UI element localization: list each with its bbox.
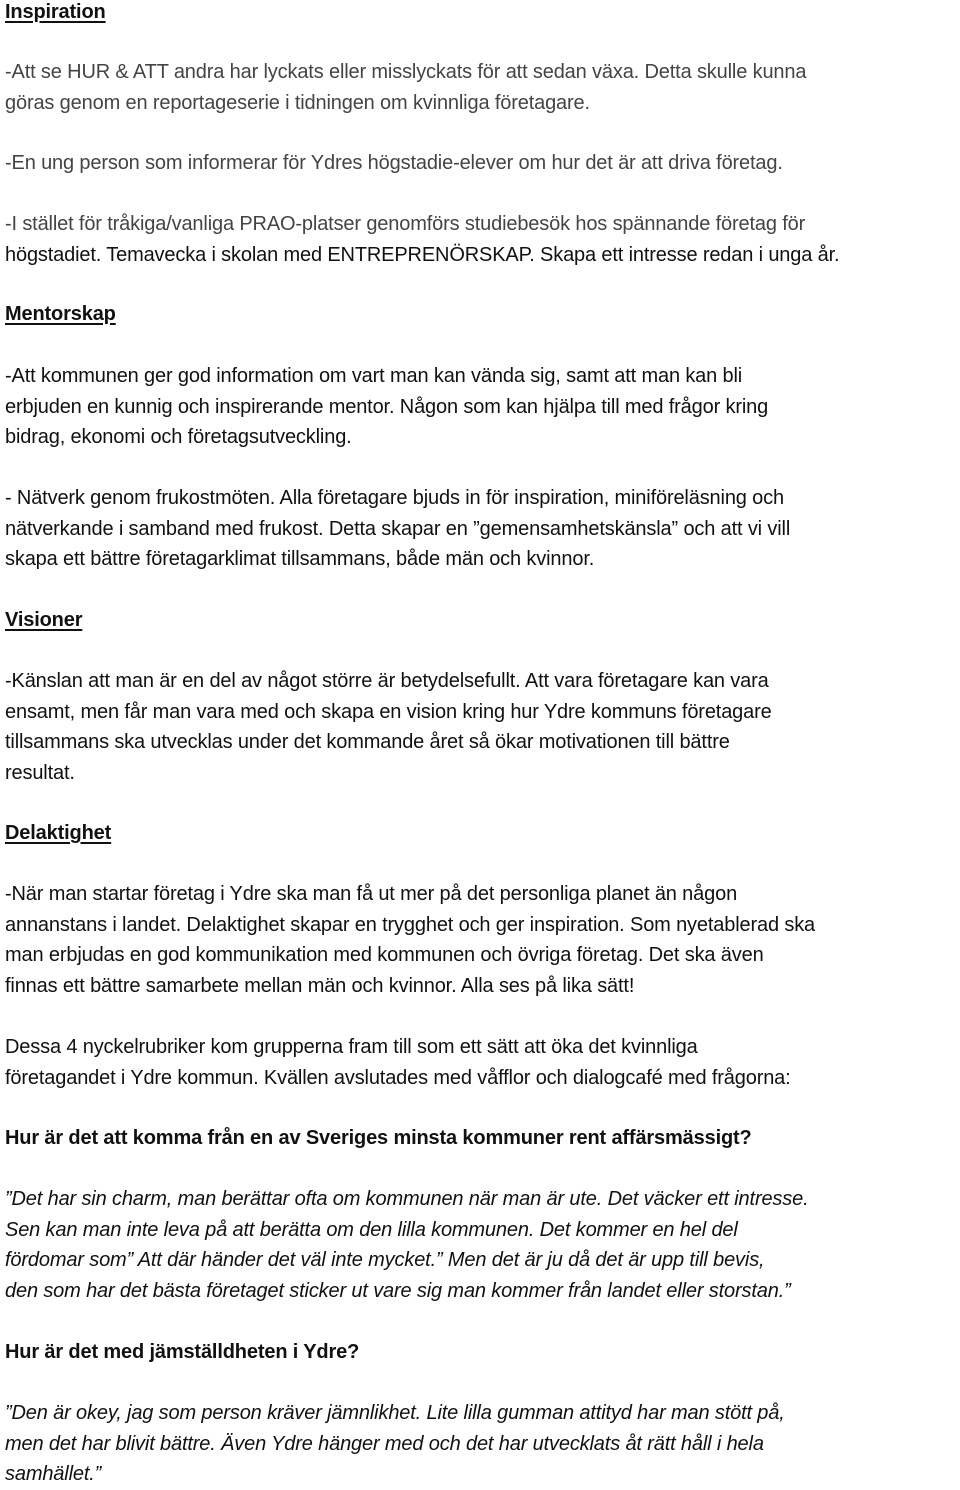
- text-line: tillsammans ska utvecklas under det kommande året så ökar motivationen till bättre: [5, 731, 730, 754]
- paragraph-delaktighet-1: [5, 879, 957, 1001]
- text-line: -Känslan att man är en del av något större är betydelsefullt. Att vara företagare kan vara: [5, 670, 769, 692]
- text-line: -Att kommunen ger god information om vart man kan vända sig, samt att man kan bli: [5, 365, 743, 387]
- heading-inspiration: Inspiration: [5, 1, 106, 23]
- paragraph-inspiration-2: [5, 148, 957, 179]
- heading-mentorskap: Mentorskap: [5, 303, 116, 325]
- text-line: nätverkande i samband med frukost. Detta skapar en ”gemensamhetskänsla” och att vi vill: [5, 517, 791, 540]
- text-line: -När man startar företag i Ydre ska man få ut mer på det personliga planet än någon: [5, 883, 738, 905]
- text-line: den som har det bästa företaget sticker ut vare sig man kommer från landet eller storstan.”: [5, 1279, 791, 1302]
- text-line: bidrag, ekonomi och företagsutveckling.: [5, 426, 352, 449]
- text-line: Dessa 4 nyckelrubriker kom grupperna fram till som ett sätt att öka det kvinnliga: [5, 1036, 698, 1058]
- text-line: skapa ett bättre företagarklimat tillsammans, både män och kvinnor.: [5, 548, 595, 571]
- text-line: ”Det har sin charm, man berättar ofta om kommunen när man är ute. Det väcker ett intresse.: [5, 1188, 809, 1210]
- paragraph-mentorskap-1: [5, 361, 957, 453]
- text-line: samhället.”: [5, 1463, 102, 1486]
- text-line: -En ung person som informerar för Ydres högstadie-elever om hur det är att driva företag.: [5, 152, 783, 174]
- paragraph-inspiration-1: [5, 57, 957, 118]
- heading-delaktighet: Delaktighet: [5, 822, 112, 844]
- question-2: Hur är det med jämställdheten i Ydre?: [5, 1341, 360, 1363]
- heading-visioner: Visioner: [5, 609, 83, 631]
- paragraph-summary: [5, 1032, 957, 1093]
- text-line: -I stället för tråkiga/vanliga PRAO-platser genomförs studiebesök hos spännande företag för: [5, 213, 806, 235]
- text-line: annanstans i landet. Delaktighet skapar en trygghet och ger inspiration. Som nyetablerad ska: [5, 913, 816, 936]
- paragraph-inspiration-3: [5, 209, 957, 270]
- text-line: erbjuden en kunnig och inspirerande mentor. Någon som kan hjälpa till med frågor kring: [5, 395, 769, 418]
- text-line: göras genom en reportageserie i tidningen om kvinnliga företagare.: [5, 91, 590, 114]
- text-line: man erbjudas en god kommunikation med kommunen och övriga företag. Det ska även: [5, 944, 764, 967]
- text-line: företagandet i Ydre kommun. Kvällen avslutades med våfflor och dialogcafé med frågorna:: [5, 1066, 791, 1089]
- text-line: Sen kan man inte leva på att berätta om den lilla kommunen. Det kommer en hel del: [5, 1218, 738, 1241]
- paragraph-mentorskap-2: [5, 483, 957, 575]
- text-line: fördomar som” Att där händer det väl inte mycket.” Men det är ju då det är upp till bevis,: [5, 1249, 765, 1272]
- answer-1: [5, 1184, 957, 1306]
- paragraph-visioner-1: [5, 666, 957, 788]
- text-line: finnas ett bättre samarbete mellan män och kvinnor. Alla ses på lika sätt!: [5, 974, 635, 997]
- text-line: ensamt, men får man vara med och skapa en vision kring hur Ydre kommuns företagare: [5, 700, 772, 723]
- text-line: resultat.: [5, 761, 75, 784]
- text-line: - Nätverk genom frukostmöten. Alla företagare bjuds in för inspiration, miniföreläsning och: [5, 487, 784, 509]
- text-line: ”Den är okey, jag som person kräver jämnlikhet. Lite lilla gumman attityd har man stött på,: [5, 1402, 785, 1424]
- text-line: högstadiet. Temavecka i skolan med ENTREPRENÖRSKAP. Skapa ett intresse redan i unga år.: [5, 243, 840, 266]
- question-1: Hur är det att komma från en av Sveriges minsta kommuner rent affärsmässigt?: [5, 1127, 752, 1149]
- text-line: men det har blivit bättre. Även Ydre hänger med och det har utvecklats åt rätt håll i hela: [5, 1432, 764, 1455]
- text-line: -Att se HUR & ATT andra har lyckats eller misslyckats för att sedan växa. Detta skulle kunna: [5, 61, 807, 83]
- answer-2: [5, 1398, 957, 1490]
